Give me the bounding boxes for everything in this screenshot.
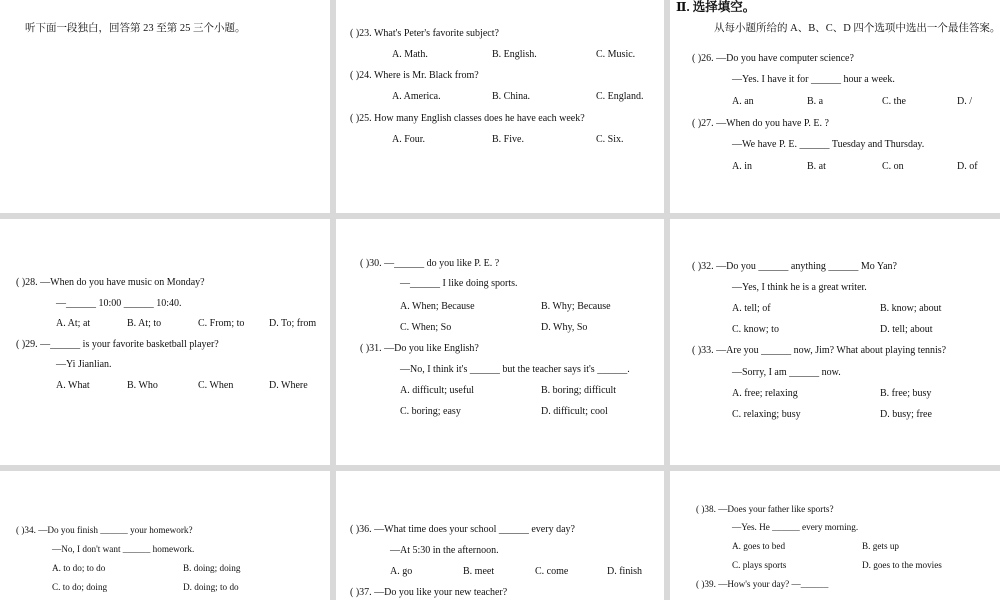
panel-questions-36-37 — [336, 471, 664, 600]
question-37: ( )37. —Do you like your new teacher? — [350, 587, 508, 598]
option-c: C. When — [198, 380, 234, 391]
option-d: D. finish — [607, 566, 642, 577]
option-c: C. boring; easy — [400, 406, 461, 417]
answer-line: —Yes. He ______ every morning. — [732, 522, 859, 532]
option-d: D. tell; about — [880, 324, 933, 335]
option-b: B. Who — [127, 380, 158, 391]
question-34: ( )34. —Do you finish ______ your homework? — [16, 525, 193, 535]
option-b: B. free; busy — [880, 388, 932, 399]
option-c: C. come — [535, 566, 569, 577]
option-a: A. tell; of — [732, 303, 771, 314]
option-b: B. Why; Because — [541, 301, 611, 312]
option-d: D. / — [957, 96, 972, 107]
question-27: ( )27. —When do you have P. E. ? — [692, 118, 829, 129]
option-b: B. at — [807, 161, 826, 172]
option-d: D. doing; to do — [183, 582, 239, 592]
answer-line: —Sorry, I am ______ now. — [732, 367, 841, 378]
option-b: B. doing; doing — [183, 563, 241, 573]
answer-line: —At 5:30 in the afternoon. — [390, 545, 499, 556]
option-a: A. Four. — [392, 134, 426, 145]
option-a: A. free; relaxing — [732, 388, 798, 399]
option-b: B. gets up — [862, 541, 900, 551]
panel-questions-38-39 — [670, 471, 1000, 600]
question-29: ( )29. —______ is your favorite basketball player? — [16, 339, 219, 350]
answer-line: —We have P. E. ______ Tuesday and Thursday. — [732, 139, 925, 150]
option-a: A. go — [390, 566, 413, 577]
option-a: A. to do; to do — [52, 563, 106, 573]
option-c: C. From; to — [198, 318, 245, 329]
option-c: C. on — [882, 161, 904, 172]
option-d: D. To; from — [269, 318, 317, 329]
option-d: D. difficult; cool — [541, 406, 608, 417]
section-instruction: 从每小题所给的 A、B、C、D 四个选项中选出一个最佳答案。 — [714, 23, 1000, 34]
option-c: C. relaxing; busy — [732, 409, 801, 420]
option-d: D. Why, So — [541, 322, 588, 333]
answer-line: —Yi Jianlian. — [56, 359, 112, 370]
option-c: C. to do; doing — [52, 582, 108, 592]
option-a: A. Math. — [392, 49, 428, 60]
panel-questions-28-29 — [0, 219, 330, 465]
option-a: A. America. — [392, 91, 441, 102]
option-b: B. know; about — [880, 303, 942, 314]
option-c: C. England. — [596, 91, 644, 102]
panel-questions-23-25 — [336, 0, 664, 213]
option-d: D. busy; free — [880, 409, 932, 420]
option-d: D. goes to the movies — [862, 560, 942, 570]
option-d: D. Where — [269, 380, 308, 391]
answer-line: —______ I like doing sports. — [400, 278, 518, 289]
question-26: ( )26. —Do you have computer science? — [692, 53, 854, 64]
answer-line: —No, I don't want ______ homework. — [52, 544, 195, 554]
option-d: D. of — [957, 161, 978, 172]
option-a: A. When; Because — [400, 301, 475, 312]
option-c: C. know; to — [732, 324, 779, 335]
answer-line: —Yes. I have it for ______ hour a week. — [732, 74, 895, 85]
question-38: ( )38. —Does your father like sports? — [696, 504, 834, 514]
option-c: C. plays sports — [732, 560, 787, 570]
option-a: A. in — [732, 161, 752, 172]
question-24: ( )24. Where is Mr. Black from? — [350, 70, 479, 81]
option-b: B. a — [807, 96, 824, 107]
question-32: ( )32. —Do you ______ anything ______ Mo Yan? — [692, 261, 897, 272]
option-b: B. At; to — [127, 318, 162, 329]
question-31: ( )31. —Do you like English? — [360, 343, 479, 354]
answer-line: —Yes, I think he is a great writer. — [732, 282, 867, 293]
panel-questions-32-33 — [670, 219, 1000, 465]
question-36: ( )36. —What time does your school ______ every day? — [350, 524, 575, 535]
option-a: A. difficult; useful — [400, 385, 474, 396]
option-c: C. Music. — [596, 49, 636, 60]
question-33: ( )33. —Are you ______ now, Jim? What about playing tennis? — [692, 345, 947, 356]
question-25: ( )25. How many English classes does he have each week? — [350, 113, 585, 124]
panel-questions-30-31 — [336, 219, 664, 465]
question-23: ( )23. What's Peter's favorite subject? — [350, 28, 499, 39]
question-39: ( )39. —How's your day? —______ — [696, 579, 829, 589]
option-b: B. Five. — [492, 134, 524, 145]
section-heading: Ⅱ. 选择填空。 — [676, 0, 756, 14]
question-30: ( )30. —______ do you like P. E. ? — [360, 258, 500, 269]
option-c: C. the — [882, 96, 906, 107]
panel-listening-intro — [0, 0, 330, 213]
panel-question-34 — [0, 471, 330, 600]
answer-line: —No, I think it's ______ but the teacher says it's ______. — [400, 364, 630, 375]
option-b: B. English. — [492, 49, 537, 60]
option-b: B. China. — [492, 91, 531, 102]
option-b: B. meet — [463, 566, 495, 577]
question-28: ( )28. —When do you have music on Monday? — [16, 277, 205, 288]
option-a: A. At; at — [56, 318, 91, 329]
option-a: A. What — [56, 380, 90, 391]
answer-line: —______ 10:00 ______ 10:40. — [56, 298, 182, 309]
option-c: C. Six. — [596, 134, 624, 145]
section-intro: 听下面一段独白，回答第 23 至第 25 三个小题。 — [25, 23, 246, 34]
option-a: A. an — [732, 96, 754, 107]
option-c: C. When; So — [400, 322, 452, 333]
option-a: A. goes to bed — [732, 541, 786, 551]
option-b: B. boring; difficult — [541, 385, 617, 396]
panel-questions-26-27 — [670, 0, 1000, 213]
